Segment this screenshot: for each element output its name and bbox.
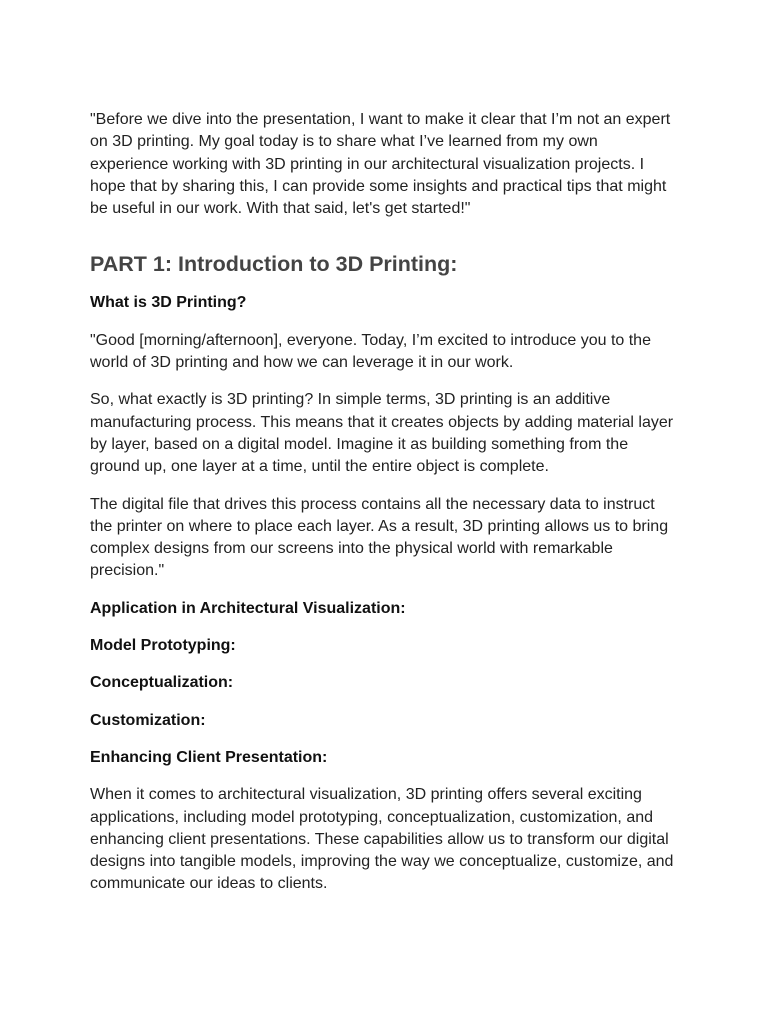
subheading-what-is-3d-printing: What is 3D Printing? bbox=[90, 294, 247, 312]
subheading-application: Application in Architectural Visualization: bbox=[90, 599, 406, 617]
document-page bbox=[90, 109, 680, 896]
application-item: Model Prototyping: bbox=[90, 637, 236, 655]
part-title: PART 1: Introduction to 3D Printing: bbox=[90, 252, 458, 277]
intro-paragraph: "Before we dive into the presentation, I want to make it clear that I’m not an expert on 3D printing. My goal today is to share what I’ve learned from my own experience working with 3D printing in our architectural visualization projects. I hope that by sharing this, I can provide some insights and practical tips that might be useful in our work. With that said, let's get started!" bbox=[90, 111, 671, 218]
body-paragraph: The digital file that drives this process contains all the necessary data to instruct the printer on where to place each layer. As a result, 3D printing allows us to bring complex designs from our screens into the physical world with remarkable precision." bbox=[90, 495, 669, 580]
application-item: Customization: bbox=[90, 711, 206, 729]
body-paragraph: So, what exactly is 3D printing? In simple terms, 3D printing is an additive manufacturing process. This means that it creates objects by adding material layer by layer, based on a digital model. Imagine it as building something from the ground up, one layer at a time, until the entire object is complete. bbox=[90, 391, 674, 476]
application-list bbox=[90, 635, 680, 769]
body-paragraph: "Good [morning/afternoon], everyone. Today, I’m excited to introduce you to the world of 3D printing and how we can leverage it in our work. bbox=[90, 331, 651, 372]
closing-paragraph: When it comes to architectural visualization, 3D printing offers several exciting applications, including model prototyping, conceptualization, customization, and enhancing client presentations. These capabilities allow us to transform our digital designs into tangible models, improving the way we conceptualize, customize, and communicate our ideas to clients. bbox=[90, 786, 674, 893]
application-item: Conceptualization: bbox=[90, 674, 234, 692]
application-item: Enhancing Client Presentation: bbox=[90, 748, 328, 766]
